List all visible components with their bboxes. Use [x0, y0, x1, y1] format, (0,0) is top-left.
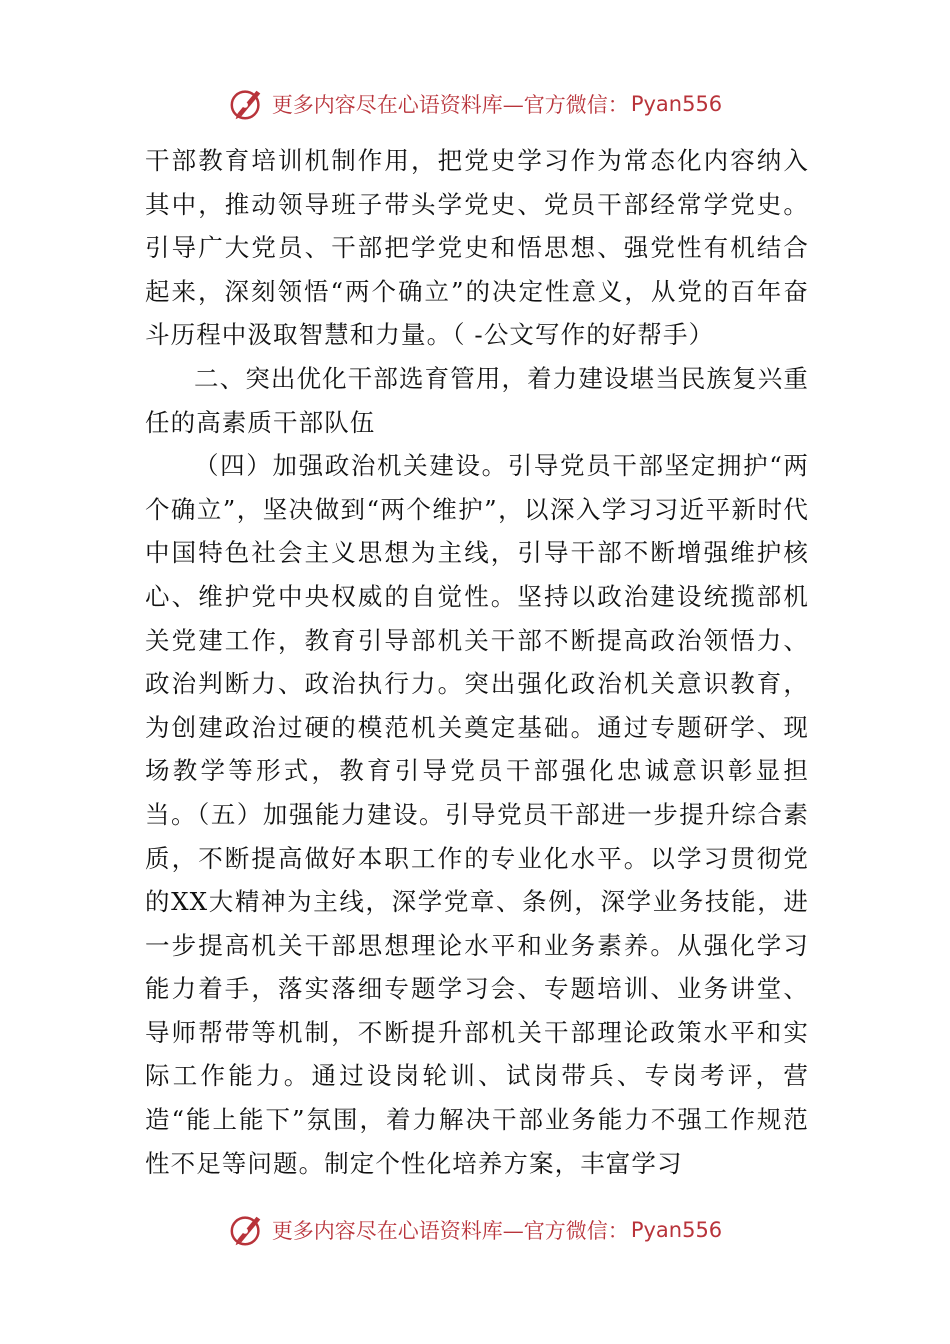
paragraph: 干部教育培训机制作用，把党史学习作为常态化内容纳入其中，推动领导班子带头学党史、党员干部经常学党史。引导广大党员、干部把学党史和悟思想、强党性有机结合起来，深刻领悟“两个确立”的决定性意义，从党的百年奋斗历程中汲取智慧和力量。（ -公文写作的好帮手）: [145, 146, 809, 350]
paragraph: （四）加强政治机关建设。引导党员干部坚定拥护“两个确立”，坚决做到“两个维护”，以深入学习习近平新时代中国特色社会主义思想为主线，引导干部不断增强维护核心、维护党中央权威的自觉性。坚持以政治建设统揽部机关党建工作，教育引导部机关干部不断提高政治领悟力、政治判断力、政治执行力。突出强化政治机关意识教育，为创建政治过硬的模范机关奠定基础。通过专题研学、现场教学等形式，教育引导党员干部强化忠诚意识彰显担当。（五）加强能力建设。引导党员干部进一步提升综合素质，不断提高做好本职工作的专业化水平。以学习贯彻党的XX大精神为主线，深学党章、条例，深学业务技能，进一步提高机关干部思想理论水平和业务素养。从强化学习能力着手，落实落细专题学习会、专题培训、业务讲堂、导师帮带等机制，不断提升部机关干部理论政策水平和实际工作能力。通过设岗轮训、试岗带兵、专岗考评，营造“能上能下”氛围，着力解决干部业务能力不强工作规范性不足等问题。制定个性化培养方案，丰富学习: [145, 451, 809, 1178]
pen-circle-logo-icon: [228, 85, 266, 123]
document-body: [145, 139, 809, 1185]
wechat-handle: Pyan556: [630, 1218, 723, 1242]
section-heading: 二、突出优化干部选育管用，着力建设堪当民族复兴重任的高素质干部队伍: [145, 363, 809, 437]
header-banner: [0, 84, 950, 124]
footer-banner: [0, 1210, 950, 1250]
wechat-handle: Pyan556: [630, 92, 723, 116]
pen-circle-logo-icon: [228, 1211, 266, 1249]
banner-text: 更多内容尽在心语资料库—官方微信：: [271, 1219, 629, 1243]
banner-text: 更多内容尽在心语资料库—官方微信：: [271, 93, 629, 117]
